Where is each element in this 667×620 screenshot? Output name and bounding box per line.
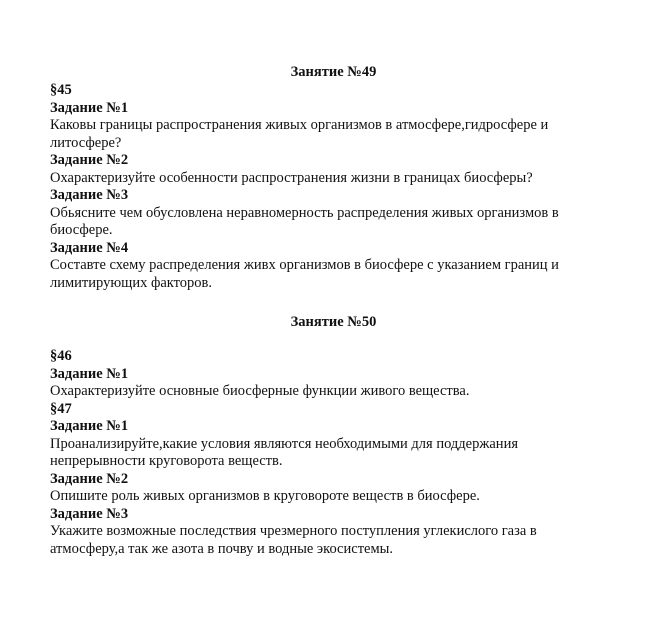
section-47-heading: §47 xyxy=(50,400,72,417)
section-47-task-1-label: Задание №1 xyxy=(50,418,129,434)
task-4-label: Задание №4 xyxy=(50,239,129,256)
lesson-50-title: Занятие №50 xyxy=(290,314,377,330)
task-4-text-line-1: Составте схему распределения живх организмов в биосфере с указанием границ и xyxy=(50,257,559,273)
section-47-task-1-text-line-2: непрерывности круговорота веществ. xyxy=(50,453,283,469)
task-1-text-line-2: литосфере? xyxy=(50,134,122,151)
task-3-text-line-2: биосфере. xyxy=(50,222,113,238)
section-47-task-2-label: Задание №2 xyxy=(50,470,129,487)
section-47-task-3-text-line-2: атмосферу,а так же азота в почву и водные экосистемы. xyxy=(50,540,394,557)
section-46-heading: §46 xyxy=(50,348,72,364)
section-47-task-3-label: Задание №3 xyxy=(50,505,129,522)
task-1-text-line-1: Каковы границы распространения живых организмов в атмосфере,гидросфере и xyxy=(50,117,549,133)
section-47-task-2-text: Опишите роль живых организмов в круговороте веществ в биосфере. xyxy=(50,488,480,504)
task-1-label: Задание №1 xyxy=(50,99,129,116)
section-47-task-3-text-line-1: Укажите возможные последствия чрезмерного поступления углекислого газа в xyxy=(50,523,537,539)
section-46-task-1-label: Задание №1 xyxy=(50,365,129,382)
task-2-text-line-1: Охарактеризуйте особенности распространения жизни в границах биосферы? xyxy=(50,169,533,186)
lesson-50-body xyxy=(50,348,610,558)
task-2-label: Задание №2 xyxy=(50,152,129,168)
lesson-49-title: Занятие №49 xyxy=(290,64,377,80)
task-4-text-line-2: лимитирующих факторов. xyxy=(50,274,213,291)
task-3-label: Задание №3 xyxy=(50,187,129,203)
section-45-heading: §45 xyxy=(50,82,72,98)
task-3-text-line-1: Обьясните чем обусловлена неравномерность распределения живых организмов в xyxy=(50,204,559,221)
lesson-49-body xyxy=(50,82,610,292)
section-47-task-1-text-line-1: Проанализируйте,какие условия являются необходимыми для поддержания xyxy=(50,435,518,452)
section-46-task-1-text: Охарактеризуйте основные биосферные функции живого вещества. xyxy=(50,383,470,399)
